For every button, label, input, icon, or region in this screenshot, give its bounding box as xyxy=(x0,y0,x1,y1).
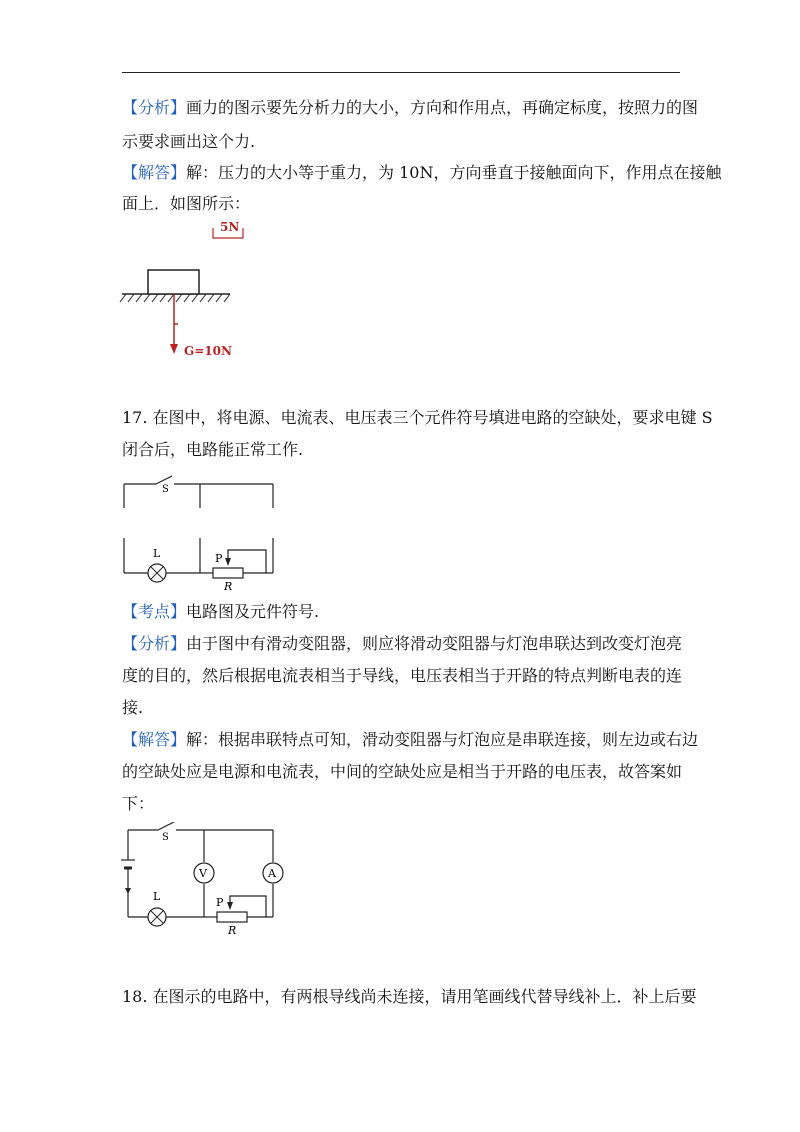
slider-arrow xyxy=(227,902,233,910)
resistor-label: R xyxy=(228,924,237,937)
kaodian17-line xyxy=(122,602,319,622)
current-arrow xyxy=(125,888,131,894)
switch-label: S xyxy=(162,832,169,843)
answer17-text2: 的空缺处应是电源和电流表，中间的空缺处应是相当于开路的电压表，故答案如 xyxy=(122,762,683,781)
q17-text1: 17. 在图中，将电源、电流表、电压表三个元件符号填进电路的空缺处，要求电键 S xyxy=(122,408,713,427)
analysis16-line2 xyxy=(122,132,255,152)
slider-label: P xyxy=(215,552,223,565)
answer16-line2 xyxy=(122,194,250,214)
ammeter-label: A xyxy=(268,867,276,880)
answer17-text1: 解：根据串联特点可知，滑动变阻器与灯泡应是串联连接，则左边或右边 xyxy=(186,730,699,749)
q18-text1: 18. 在图示的电路中，有两根导线尚未连接，请用笔画线代替导线补上．补上后要 xyxy=(122,987,697,1006)
slider-arrow xyxy=(225,558,231,566)
arrow-head xyxy=(170,344,178,354)
lamp-label: L xyxy=(153,547,161,560)
kaodian-tag: 【考点】 xyxy=(122,602,187,621)
q18-line1 xyxy=(122,987,697,1007)
scale-label: 5N xyxy=(220,220,240,234)
answer17-line3 xyxy=(122,794,154,814)
analysis17-line3 xyxy=(122,698,143,718)
answer17-line2 xyxy=(122,762,682,782)
analysis17-text2: 度的目的，然后根据电流表相当于导线，电压表相当于开路的特点判断电表的连 xyxy=(122,666,683,685)
analysis17-text1: 由于图中有滑动变阻器，则应将滑动变阻器与灯泡串联达到改变灯泡亮 xyxy=(186,634,683,653)
q17-line1 xyxy=(122,408,713,428)
switch-label: S xyxy=(162,484,169,495)
slider-label: P xyxy=(216,896,224,909)
analysis17-line2 xyxy=(122,666,682,686)
kaodian17-text: 电路图及元件符号. xyxy=(186,602,320,621)
resistor-label: R xyxy=(224,580,233,593)
circuit-answer xyxy=(118,822,298,937)
block xyxy=(148,270,199,294)
answer16-text1: 解：压力的大小等于重力，为 10N，方向垂直于接触面向下，作用点在接触 xyxy=(186,163,722,182)
force-label: G=10N xyxy=(184,344,232,358)
analysis16-text1: 画力的图示要先分析力的大小，方向和作用点，再确定标度，按照力的图 xyxy=(186,98,699,117)
answer17-tag: 【解答】 xyxy=(122,730,187,749)
q17-line2 xyxy=(122,440,303,460)
answer-tag: 【解答】 xyxy=(122,163,187,182)
answer16-line1 xyxy=(122,163,721,183)
analysis17-line1 xyxy=(122,634,682,654)
analysis-tag: 【分析】 xyxy=(122,98,187,117)
analysis17-text3: 接. xyxy=(122,698,144,717)
ground-hatching xyxy=(120,294,230,302)
q17-text2: 闭合后，电路能正常工作. xyxy=(122,440,304,459)
voltmeter-label: V xyxy=(199,867,207,880)
answer17-line1 xyxy=(122,730,698,750)
header-rule xyxy=(122,72,680,73)
answer16-text2: 面上．如图所示： xyxy=(122,194,251,213)
circuit-blank xyxy=(118,470,288,600)
analysis17-tag: 【分析】 xyxy=(122,634,187,653)
answer17-text3: 下： xyxy=(122,794,155,813)
analysis16-line1 xyxy=(122,98,698,118)
analysis16-text2: 示要求画出这个力. xyxy=(122,132,256,151)
force-diagram xyxy=(118,216,248,366)
lamp-label: L xyxy=(153,890,161,903)
